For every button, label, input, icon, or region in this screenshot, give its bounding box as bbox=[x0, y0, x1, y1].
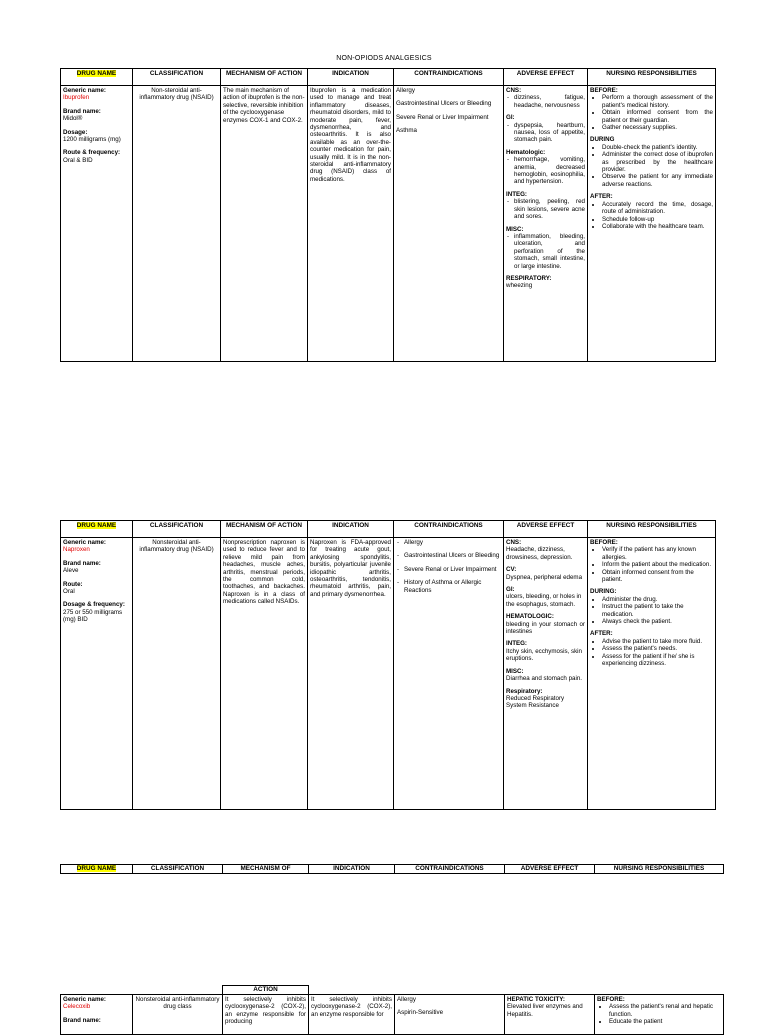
header-contraindications: CONTRAINDICATIONS bbox=[395, 865, 505, 874]
adverse-effect-cell bbox=[504, 86, 588, 362]
list-item: • Perform a thorough assessment of the patient's medical history. bbox=[602, 94, 713, 109]
generic-name-label: Generic name: bbox=[63, 87, 106, 94]
misc-effects: - inflammation, bleeding, ulceration, and perforation of the stomach, small intestine, or large intestine. bbox=[514, 233, 585, 270]
list-item: • Educate the patient bbox=[609, 1018, 721, 1025]
list-item: • Always check the patient. bbox=[602, 618, 713, 625]
contraindication-item: - Allergy bbox=[404, 539, 501, 546]
respiratory-effects: wheezing bbox=[506, 282, 533, 290]
gi-label: GI: bbox=[506, 586, 515, 594]
hematologic-label: HEMATOLOGIC: bbox=[506, 613, 554, 621]
header-classification: CLASSIFICATION bbox=[133, 69, 221, 86]
indication-cell: Ibuprofen is a medication used to manage and treat inflammatory diseases, rheumatoid disorders, mild to moderate pain, fever, dysmenorrhea, and osteoarthritis. It is also available as an over-the-counter medication for pain, usually mild. It is in the non-steroidal anti-inflammatory drug (NSAID) class of medications. bbox=[308, 86, 394, 362]
list-item: • Inform the patient about the medication. bbox=[602, 561, 713, 568]
route: Oral bbox=[63, 588, 75, 596]
list-item: • Administer the drug. bbox=[602, 596, 713, 603]
header-mechanism-continued: ACTION bbox=[223, 986, 309, 995]
respiratory-label: RESPIRATORY: bbox=[506, 274, 552, 282]
misc-effects: Diarrhea and stomach pain. bbox=[506, 675, 583, 683]
adverse-effect-cell bbox=[505, 995, 595, 1035]
brand-name-label: Brand name: bbox=[63, 1016, 101, 1024]
contraindication-item: Asthma bbox=[396, 127, 417, 135]
before-label: BEFORE: bbox=[590, 87, 618, 94]
mechanism-cell: It selectively inhibits cyclooxygenase-2 (COX-2), an enzyme responsible for producing bbox=[223, 995, 309, 1035]
header-adverse-effect: ADVERSE EFFECT bbox=[504, 69, 588, 86]
header-nursing: NURSING RESPONSIBILITIES bbox=[595, 865, 724, 874]
drug-name-cell bbox=[61, 995, 133, 1035]
during-label: DURING: bbox=[590, 588, 617, 596]
contraindications-cell bbox=[395, 995, 505, 1035]
header-drug-name: DRUG NAME bbox=[61, 521, 133, 538]
hepatic-effects: Elevated liver enzymes and Hepatitis. bbox=[507, 1003, 583, 1018]
gi-effects: ulcers, bleeding, or holes in the esophagus, stomach. bbox=[506, 593, 582, 608]
header-nursing: NURSING RESPONSIBILITIES bbox=[588, 521, 716, 538]
header-classification: CLASSIFICATION bbox=[133, 865, 223, 874]
ibuprofen-table bbox=[60, 68, 716, 362]
celecoxib-table bbox=[60, 985, 724, 1035]
cv-label: CV: bbox=[506, 566, 517, 574]
brand-name-label: Brand name: bbox=[63, 107, 101, 115]
route-label: Route: bbox=[63, 580, 83, 588]
celecoxib-header-table bbox=[60, 864, 724, 874]
brand-name: Midol® bbox=[63, 115, 83, 123]
generic-name-label: Generic name: bbox=[63, 539, 106, 546]
list-item: • Observe the patient for any immediate adverse reactions. bbox=[602, 173, 713, 188]
cns-effects: - dizziness, fatigue, headache, nervousness bbox=[514, 94, 585, 109]
dosage-label: Dosage & frequency: bbox=[63, 601, 125, 609]
cns-effects: Headache, dizziness, drowsiness, depression. bbox=[506, 546, 573, 561]
header-contraindications: CONTRAINDICATIONS bbox=[394, 69, 504, 86]
list-item: • Instruct the patient to take the medication. bbox=[602, 603, 713, 618]
contraindication-item: Aspirin-Sensitive bbox=[397, 1009, 444, 1017]
after-label: AFTER: bbox=[590, 193, 613, 201]
naproxen-table bbox=[60, 520, 716, 810]
cns-label: CNS: bbox=[506, 87, 522, 94]
contraindication-item: Severe Renal or Liver Impairment bbox=[396, 113, 489, 121]
before-label: BEFORE: bbox=[597, 996, 625, 1003]
route: Oral & BID bbox=[63, 156, 93, 164]
hematologic-label: Hematologic: bbox=[506, 148, 546, 156]
header-classification: CLASSIFICATION bbox=[133, 521, 221, 538]
list-item: • Schedule follow-up bbox=[602, 216, 713, 223]
contraindication-item: - Severe Renal or Liver Impairment bbox=[404, 566, 501, 573]
route-label: Route & frequency: bbox=[63, 149, 121, 157]
list-item: • Advise the patient to take more fluid. bbox=[602, 638, 713, 645]
contraindication-item: Gastrointestinal Ulcers or Bleeding bbox=[396, 100, 492, 108]
gi-label: GI: bbox=[506, 114, 515, 122]
integ-label: INTEG: bbox=[506, 640, 527, 648]
brand-name-label: Brand name: bbox=[63, 559, 101, 567]
integ-effects: Itchy skin, ecchymosis, skin eruptions. bbox=[506, 647, 582, 663]
contraindication-item: Allergy bbox=[397, 996, 416, 1003]
list-item: • Obtain informed consent from the patient or their guardian. bbox=[602, 109, 713, 124]
integ-label: INTEG: bbox=[506, 190, 527, 198]
document-title: NON-OPIODS ANALGESICS bbox=[336, 55, 432, 62]
contraindications-cell bbox=[394, 86, 504, 362]
respiratory-label: Respiratory: bbox=[506, 687, 543, 695]
drug-name-cell bbox=[61, 86, 133, 362]
indication-cell: Naproxen is FDA-approved for treating acute gout, ankylosing spondylitis, bursitis, polyarticular juvenile idiopathic arthritis, osteoarthritis, tendonitis, rheumatoid arthritis, pain, and primary dysmenorrhea. bbox=[308, 538, 394, 810]
misc-label: MISC: bbox=[506, 225, 524, 233]
generic-name: Celecoxib bbox=[63, 1003, 91, 1011]
list-item: • Verify if the patient has any known allergies. bbox=[602, 546, 713, 561]
classification-cell: Nonsteroidal anti-inflammatory drug class bbox=[133, 995, 223, 1035]
drug-name-cell bbox=[61, 538, 133, 810]
misc-label: MISC: bbox=[506, 667, 524, 675]
header-drug-name: DRUG NAME bbox=[61, 865, 133, 874]
list-item: • Assess the patient's needs. bbox=[602, 645, 713, 652]
header-adverse-effect: ADVERSE EFFECT bbox=[504, 521, 588, 538]
list-item: • Collaborate with the healthcare team. bbox=[602, 223, 713, 230]
header-mechanism: MECHANISM OF bbox=[223, 865, 309, 874]
generic-name: Ibuprofen bbox=[63, 94, 90, 102]
before-label: BEFORE: bbox=[590, 539, 618, 546]
generic-name-label: Generic name: bbox=[63, 996, 106, 1003]
header-mechanism: MECHANISM OF ACTION bbox=[221, 69, 308, 86]
list-item: • Obtain informed consent from the patient. bbox=[602, 569, 713, 584]
header-indication: INDICATION bbox=[308, 69, 394, 86]
nursing-cell bbox=[588, 538, 716, 810]
during-label: DURING bbox=[590, 136, 615, 144]
contraindication-item: - Gastrointestinal Ulcers or Bleeding bbox=[404, 552, 501, 559]
respiratory-effects: Reduced Respiratory System Resistance bbox=[506, 694, 565, 710]
gi-effects: - dyspepsia, heartburn, nausea, loss of appetite, stomach pain. bbox=[514, 122, 585, 144]
cv-effects: Dyspnea, peripheral edema bbox=[506, 573, 583, 581]
classification-cell: Nonsteroidal anti-inflammatory drug (NSAID) bbox=[133, 538, 221, 810]
contraindication-item: - History of Asthma or Allergic Reactions bbox=[404, 579, 501, 594]
hematologic-effects: - hemorrhage, vomiting, anemia, decreased hemoglobin, eosinophilia, and hypertension. bbox=[514, 156, 585, 186]
header-mechanism: MECHANISM OF ACTION bbox=[221, 521, 308, 538]
list-item: • Assess for the patient if he/ she is experiencing dizziness. bbox=[602, 653, 713, 668]
dosage-label: Dosage: bbox=[63, 128, 88, 136]
list-item: • Gather necessary supplies. bbox=[602, 124, 713, 131]
contraindications-cell bbox=[394, 538, 504, 810]
header-indication: INDICATION bbox=[309, 865, 395, 874]
after-label: AFTER: bbox=[590, 630, 613, 638]
hepatic-label: HEPATIC TOXICITY: bbox=[507, 996, 565, 1003]
list-item: • Administer the correct dose of ibuprofen as prescribed by the healthcare provider. bbox=[602, 151, 713, 173]
contraindication-item: Allergy bbox=[396, 87, 415, 94]
list-item: • Double-check the patient's identity. bbox=[602, 144, 713, 151]
hematologic-effects: bleeding in your stomach or intestines bbox=[506, 620, 585, 636]
cns-label: CNS: bbox=[506, 539, 522, 546]
header-nursing: NURSING RESPONSIBILITIES bbox=[588, 69, 716, 86]
nursing-cell bbox=[588, 86, 716, 362]
integ-effects: - blistering, peeling, red skin lesions, severe acne and sores. bbox=[514, 198, 585, 220]
dosage: 275 or 550 milligrams (mg) BID bbox=[63, 608, 123, 624]
mechanism-cell: Nonprescription naproxen is used to reduce fever and to relieve mild pain from headaches, muscle aches, arthritis, menstrual periods, the common cold, toothaches, and backaches. Naproxen is in a class of medications called NSAIDs. bbox=[221, 538, 308, 810]
header-drug-name: DRUG NAME bbox=[61, 69, 133, 86]
list-item: • Accurately record the time, dosage, route of administration. bbox=[602, 201, 713, 216]
header-adverse-effect: ADVERSE EFFECT bbox=[505, 865, 595, 874]
header-contraindications: CONTRAINDICATIONS bbox=[394, 521, 504, 538]
adverse-effect-cell bbox=[504, 538, 588, 810]
dosage: 1200 milligrams (mg) bbox=[63, 136, 121, 144]
nursing-cell bbox=[595, 995, 724, 1035]
classification-cell: Non-steroidal anti-inflammatory drug (NSAID) bbox=[133, 86, 221, 362]
indication-cell: It selectively inhibits cyclooxygenase-2 (COX-2), an enzyme responsible for bbox=[309, 995, 395, 1035]
generic-name: Naproxen bbox=[63, 546, 90, 554]
header-indication: INDICATION bbox=[308, 521, 394, 538]
mechanism-cell: The main mechanism of action of ibuprofen is the non-selective, reversible inhibition of the cyclooxygenase enzymes COX-1 and COX-2. bbox=[221, 86, 308, 362]
list-item: • Assess the patient's renal and hepatic function. bbox=[609, 1003, 721, 1018]
brand-name: Aleve bbox=[63, 567, 79, 575]
